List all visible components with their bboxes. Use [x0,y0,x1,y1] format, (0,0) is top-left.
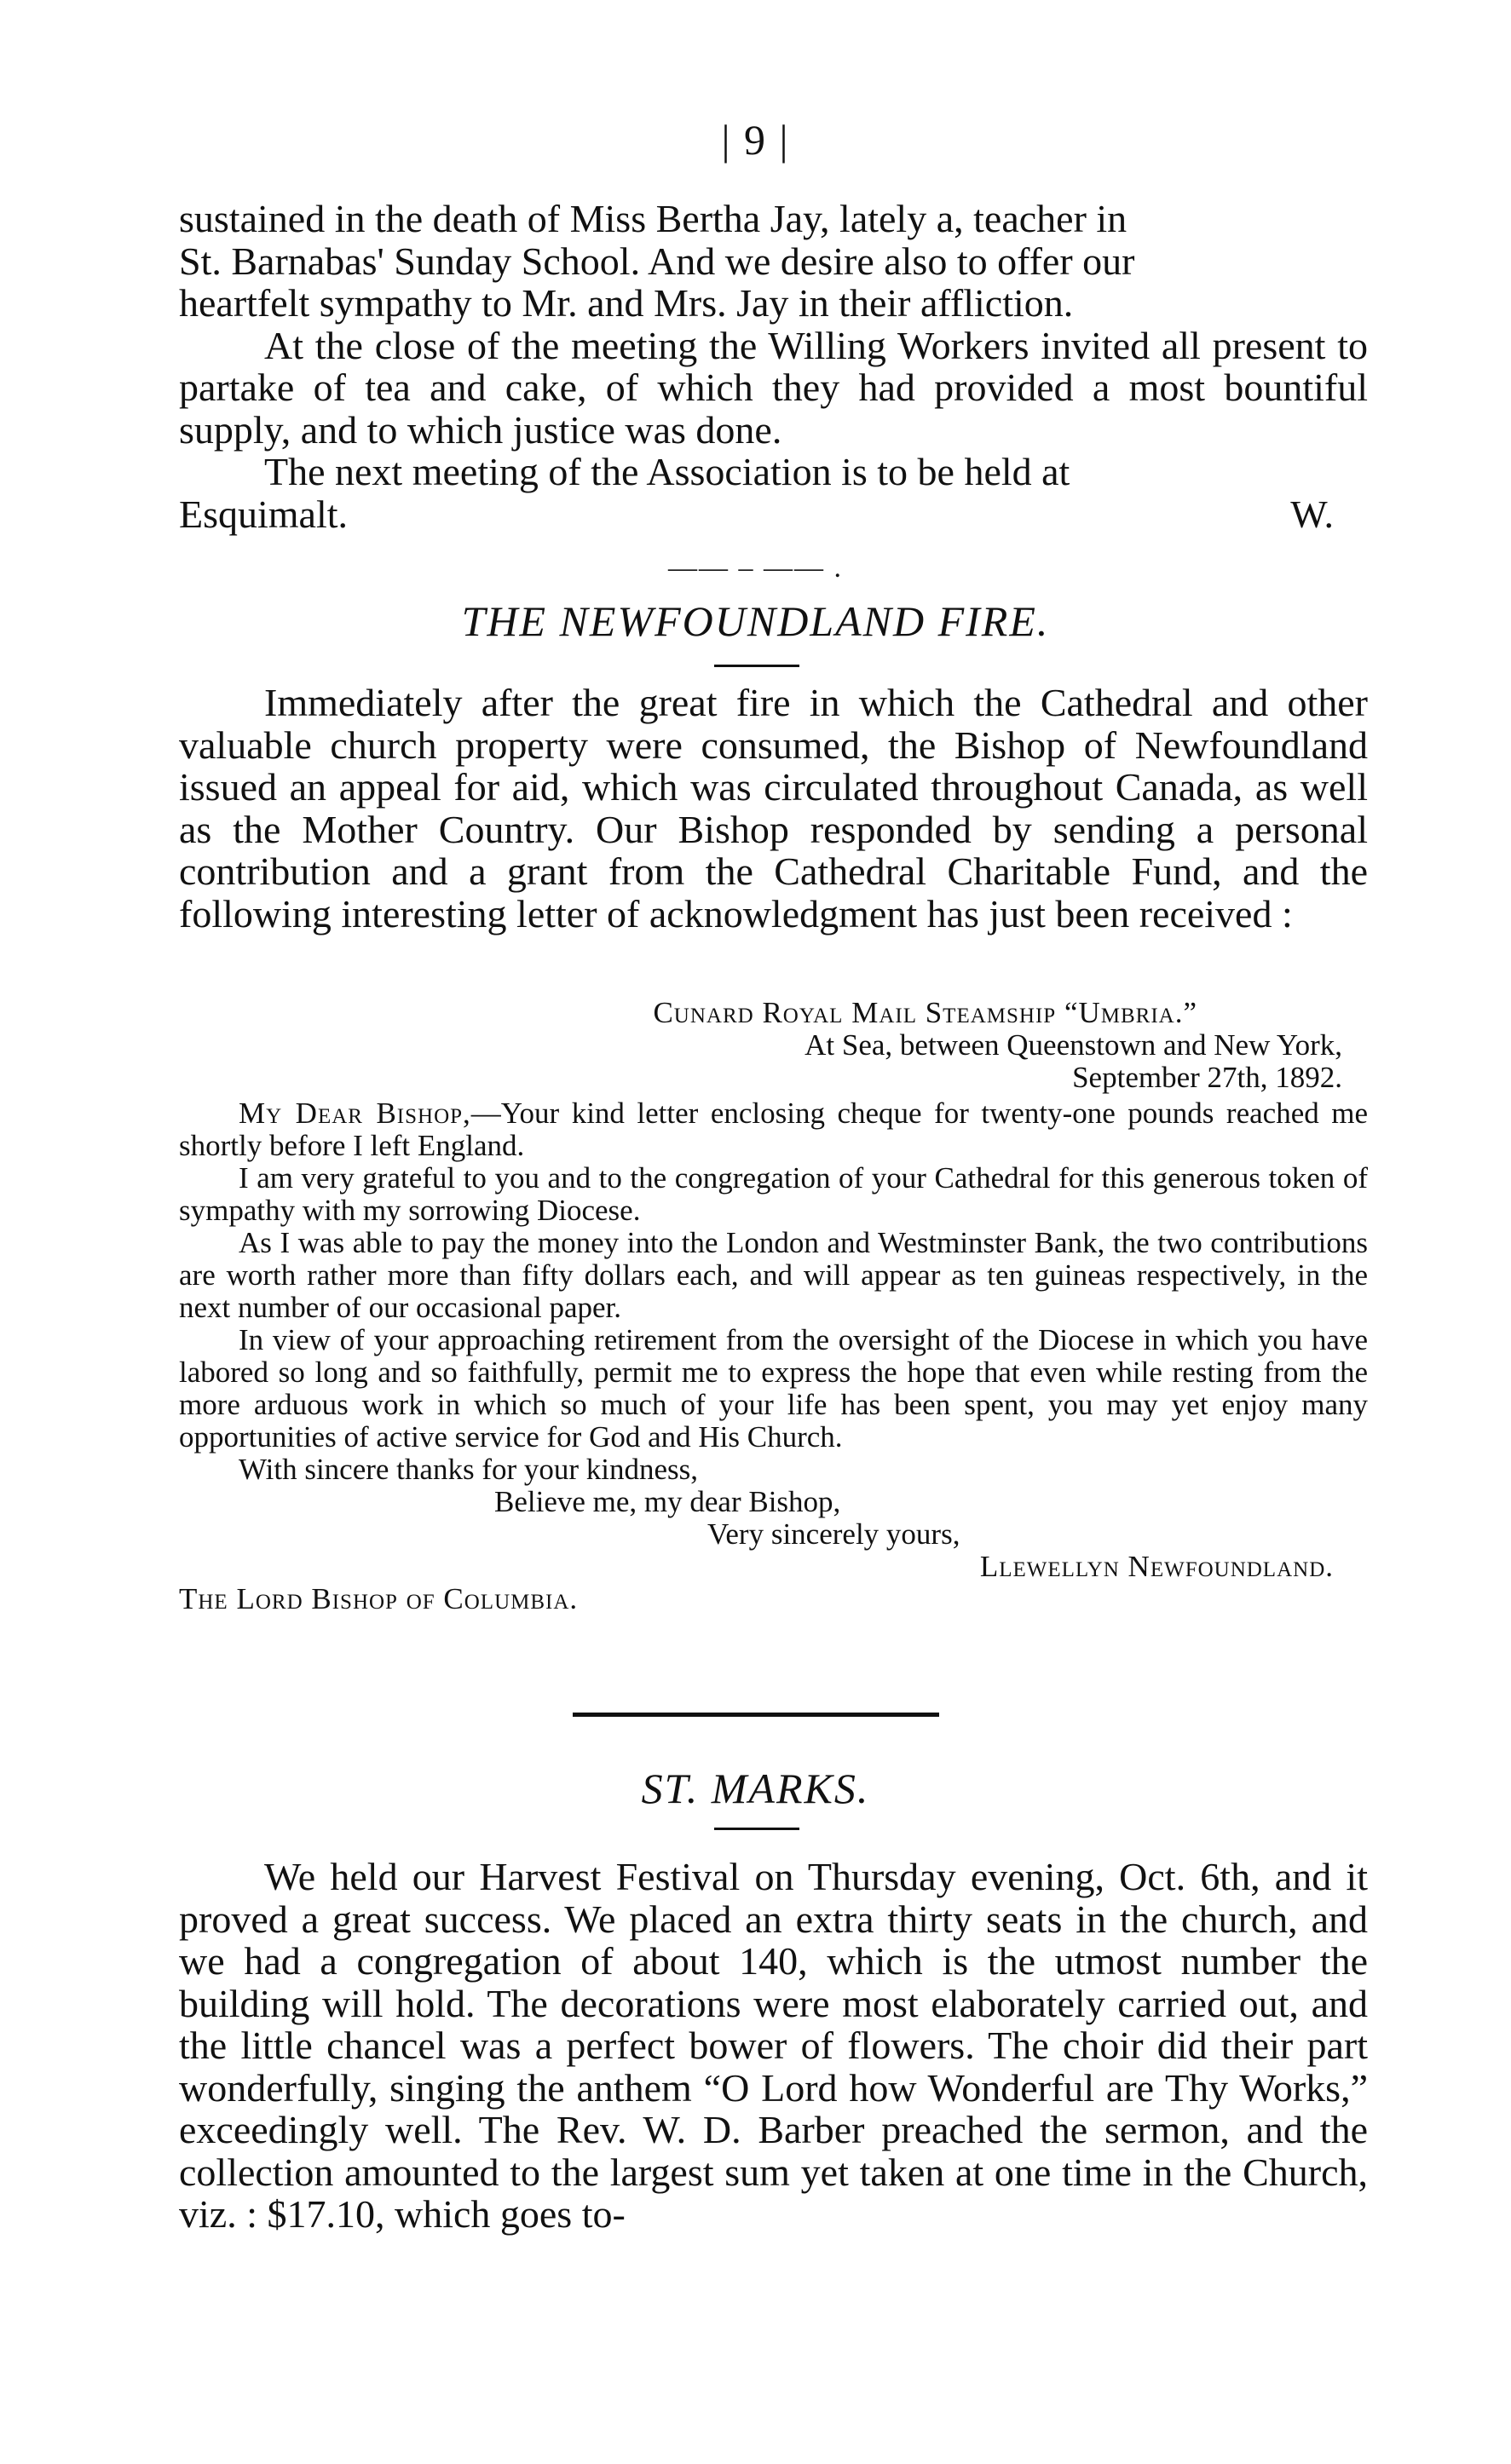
paragraph: At the close of the meeting the Willing Workers invited all present to partake of tea and cake, of which they had provided a most bountiful supply, and to which justice was done. [179,323,1368,452]
page-number: | 9 | [721,116,790,164]
section-divider [573,1713,939,1717]
top-block [179,198,1368,535]
section-title-st-marks: ST. MARKS. [641,1765,870,1812]
text-line: sustained in the death of Miss Bertha Jay, lately a, teacher in [179,197,1127,240]
letter-addressee: The Lord Bishop of Columbia. [179,1582,579,1615]
letter-closing: With sincere thanks for your kindness, [239,1453,699,1486]
letter-paragraph: I am very grateful to you and to the congregation of your Cathedral for this generous token of sympathy with my sorrowing Diocese. [179,1161,1368,1227]
paragraph: We held our Harvest Festival on Thursday evening, Oct. 6th, and it proved a great success. We placed an extra thirty seats in the church, and we had a congregation of about 140, which is the utmost number the building will hold. The decorations were most elaborately carried out, and the little chancel was a perfect bower of flowers. The choir did their part wonderfully, singing the anthem “O Lord how Wonderful are Thy Works,” exceedingly well. The Rev. W. D. Barber preached the sermon, and the collection amounted to the largest sum yet taken at one time in the Church, viz. : $17.10, which goes to- [179,1855,1368,2236]
dash-separator: —— – —— . [668,552,843,584]
closing-line [179,493,1368,536]
section-title-newfoundland: THE NEWFOUNDLAND FIRE. [461,597,1050,645]
signature: W. [1290,492,1334,536]
title-rule [714,665,799,667]
paragraph: The next meeting of the Association is to be held at [264,450,1070,493]
place-name: Esquimalt. [179,492,349,536]
letter-date: September 27th, 1892. [1072,1061,1342,1094]
letter-salutation: My Dear Bishop, [239,1097,471,1130]
letter-paragraph: In view of your approaching retirement from the oversight of the Diocese in which you have labored so long and so faithfully, permit me to express the hope that even while resting from the more arduous work in which so much of your life has been spent, you may yet enjoy many opportunities of active service for God and His Church. [179,1323,1368,1454]
paragraph: Immediately after the great fire in which the Cathedral and other valuable church property were consumed, the Bishop of Newfoundland issued an appeal for aid, which was circulated throughout Canada, as well as the Mother Country. Our Bishop responded by sending a personal contribution and a grant from the Cathedral Charitable Fund, and the following interesting letter of acknowledgment has just been received : [179,681,1368,936]
title-rule [714,1828,799,1830]
letter-paragraph: As I was able to pay the money into the London and Westminster Bank, the two contributions are worth rather more than fifty dollars each, and will appear as ten guineas respectively, in the next number of our occasional paper. [179,1226,1368,1324]
letter-header: Cunard Royal Mail Steamship “Umbria.” [653,996,1197,1029]
newfoundland-intro [179,682,1368,935]
text-line: heartfelt sympathy to Mr. and Mrs. Jay in their affliction. [179,281,1074,325]
letter-location: At Sea, between Queenstown and New York, [805,1028,1342,1062]
st-marks-body [179,1856,1368,2236]
letter [179,997,1368,1615]
letter-text: —Your kind letter enclosing cheque for twenty-one pounds reached me shortly before I left England. [179,1097,1368,1162]
letter-closing: Believe me, my dear Bishop, [494,1485,841,1518]
letter-signature: Llewellyn Newfoundland. [979,1550,1334,1583]
text-line: St. Barnabas' Sunday School. And we desire also to offer our [179,239,1135,283]
letter-paragraph [179,1097,1368,1162]
letter-closing: Very sincerely yours, [707,1517,960,1551]
